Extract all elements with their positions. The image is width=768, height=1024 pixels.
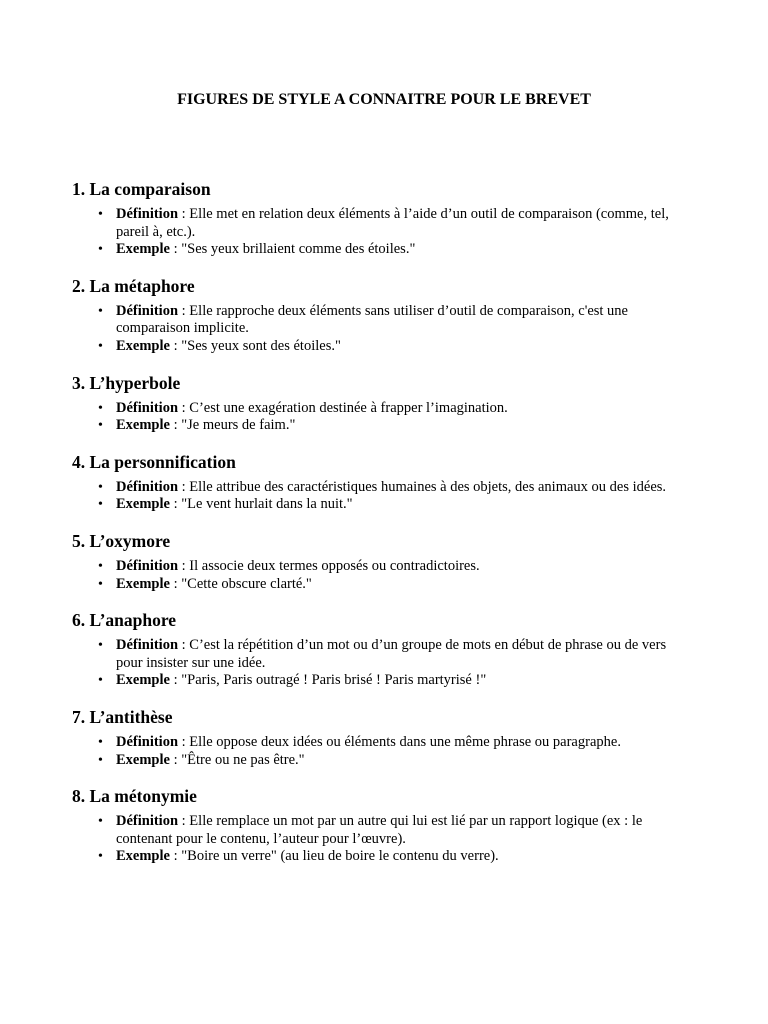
bullet-icon: • [98, 576, 103, 592]
bullet-icon: • [98, 849, 103, 865]
section-anaphore [72, 609, 696, 690]
bullet-icon: • [98, 752, 103, 768]
bullet-icon: • [98, 638, 103, 654]
example-text: : "Ses yeux sont des étoiles." [169, 337, 341, 354]
section-number: 7. [72, 706, 86, 727]
section-comparaison [72, 178, 696, 259]
section-number: 6. [72, 610, 86, 631]
section-oxymore [72, 530, 696, 593]
document-title: FIGURES DE STYLE A CONNAITRE POUR LE BREVET [177, 91, 591, 108]
section-heading [72, 372, 696, 394]
example-label: Exemple [116, 337, 170, 354]
section-number: 8. [72, 786, 86, 807]
definition-item [98, 302, 696, 338]
example-text: : "Paris, Paris outragé ! Paris brisé ! Paris martyrisé !" [169, 672, 487, 689]
definition-item [98, 206, 696, 241]
example-label: Exemple [116, 241, 170, 258]
bullet-icon: • [98, 558, 103, 574]
section-heading [72, 530, 696, 552]
bullet-icon: • [98, 734, 103, 750]
section-title: La métonymie [89, 786, 197, 807]
section-number: 4. [72, 451, 86, 472]
example-text: : "Être ou ne pas être." [169, 751, 305, 768]
section-items [72, 734, 696, 769]
section-number: 2. [72, 275, 86, 296]
section-heading [72, 451, 696, 473]
section-number: 3. [72, 372, 86, 393]
bullet-icon: • [98, 814, 103, 830]
section-title: L’hyperbole [89, 372, 181, 393]
definition-label: Définition [116, 637, 179, 654]
definition-label: Définition [116, 478, 179, 495]
example-text: : "Je meurs de faim." [169, 417, 296, 434]
example-text: : "Ses yeux brillaient comme des étoiles." [169, 241, 416, 258]
section-title: L’oxymore [89, 530, 171, 551]
example-item [98, 848, 696, 866]
section-title: La comparaison [89, 179, 211, 199]
section-title: La personnification [89, 451, 236, 472]
bullet-icon: • [98, 479, 103, 495]
example-item [98, 672, 696, 690]
definition-text: : Elle oppose deux idées ou éléments dans une même phrase ou paragraphe. [178, 733, 621, 750]
definition-label: Définition [116, 302, 179, 319]
definition-text: : Elle rapproche deux éléments sans utiliser d’outil de comparaison, c'est une comparaison implicite. [116, 302, 628, 337]
example-text: : "Cette obscure clarté." [169, 575, 312, 592]
section-heading [72, 609, 696, 631]
definition-text: : Elle remplace un mot par un autre qui lui est lié par un rapport logique (ex : le contenant pour le contenu, l’auteur pour l’œuvre). [116, 813, 643, 847]
definition-item [98, 733, 696, 752]
bullet-icon: • [98, 242, 103, 258]
definition-label: Définition [116, 733, 179, 750]
definition-item [98, 478, 696, 497]
definition-text: : Elle met en relation deux éléments à l’aide d’un outil de comparaison (comme, tel, pareil à, etc.). [116, 206, 669, 240]
section-number: 1. [72, 179, 86, 199]
section-items [72, 206, 696, 259]
section-hyperbole [72, 372, 696, 435]
definition-label: Définition [116, 813, 179, 830]
section-personnification [72, 451, 696, 514]
bullet-icon: • [98, 207, 103, 222]
definition-text: : Elle attribue des caractéristiques humaines à des objets, des animaux ou des idées. [178, 478, 667, 495]
section-heading [72, 275, 696, 297]
bullet-icon: • [98, 673, 103, 689]
example-label: Exemple [116, 417, 170, 434]
definition-label: Définition [116, 557, 179, 574]
example-item [98, 496, 696, 514]
section-heading [72, 785, 696, 807]
example-label: Exemple [116, 575, 170, 592]
example-item [98, 575, 696, 594]
section-metaphore [72, 275, 696, 356]
section-items [72, 813, 696, 866]
definition-text: : C’est la répétition d’un mot ou d’un groupe de mots en début de phrase ou de vers pour insister sur une idée. [116, 637, 667, 671]
definition-item [98, 637, 696, 672]
section-items [72, 637, 696, 690]
sections-list [72, 178, 696, 866]
section-metonymie [72, 785, 696, 866]
section-heading [72, 706, 696, 728]
section-items [72, 400, 696, 435]
example-text: : "Boire un verre" (au lieu de boire le contenu du verre). [169, 848, 499, 865]
bullet-icon: • [98, 497, 103, 513]
example-item [98, 241, 696, 259]
example-label: Exemple [116, 496, 170, 513]
bullet-icon: • [98, 418, 103, 434]
section-number: 5. [72, 530, 86, 551]
example-item [98, 751, 696, 770]
example-label: Exemple [116, 848, 170, 865]
definition-item [98, 813, 696, 848]
definition-label: Définition [116, 206, 179, 222]
definition-item [98, 557, 696, 576]
example-item [98, 417, 696, 435]
definition-item [98, 399, 696, 418]
bullet-icon: • [98, 303, 103, 319]
definition-label: Définition [116, 399, 179, 416]
example-item [98, 337, 696, 356]
section-items [72, 479, 696, 514]
example-label: Exemple [116, 672, 170, 689]
section-heading [72, 178, 696, 200]
example-label: Exemple [116, 751, 170, 768]
bullet-icon: • [98, 400, 103, 416]
section-title: L’anaphore [89, 610, 177, 631]
section-title: La métaphore [89, 275, 195, 296]
section-antithese [72, 706, 696, 769]
section-items [72, 558, 696, 593]
section-items [72, 303, 696, 356]
section-title: L’antithèse [89, 706, 173, 727]
definition-text: : C’est une exagération destinée à frapper l’imagination. [178, 399, 508, 416]
bullet-icon: • [98, 338, 103, 354]
example-text: : "Le vent hurlait dans la nuit." [169, 496, 353, 513]
definition-text: : Il associe deux termes opposés ou contradictoires. [178, 557, 480, 574]
